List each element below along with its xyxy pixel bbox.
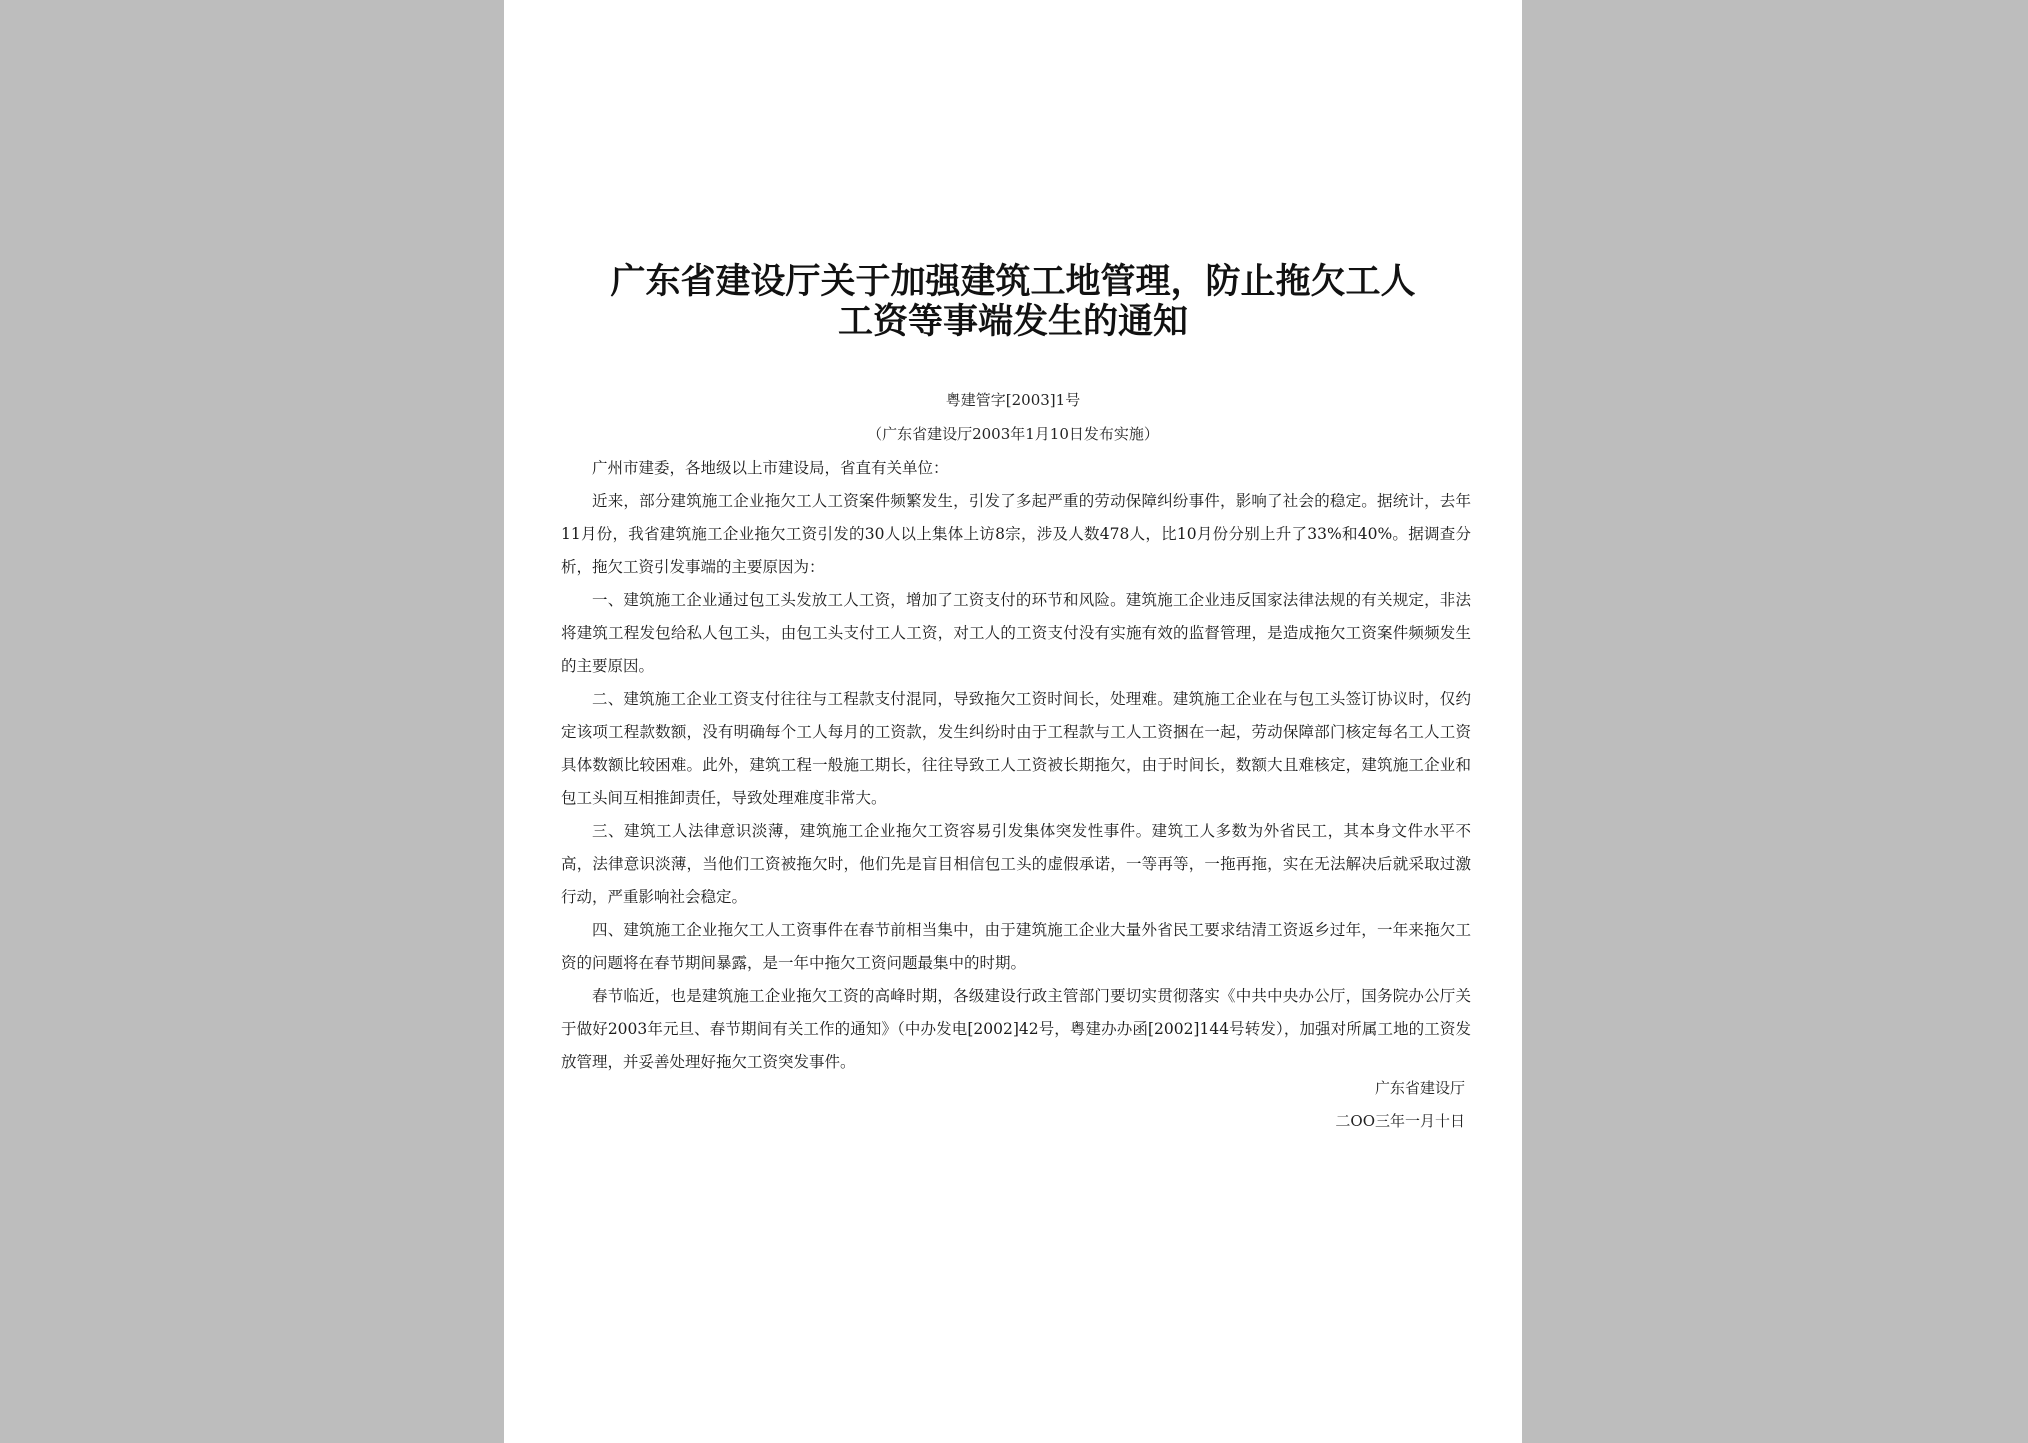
document-title bbox=[504, 262, 1522, 342]
document-date: 二OO三年一月十日 bbox=[1335, 1112, 1465, 1130]
paragraph-reason-1: 一、建筑施工企业通过包工头发放工人工资，增加了工资支付的环节和风险。建筑施工企业违反国家法律法规的有关规定，非法将建筑工程发包给私人包工头，由包工头支付工人工资，对工人的工资支付没有实施有效的监督管理，是造成拖欠工资案件频频发生的主要原因。 bbox=[561, 591, 1471, 675]
salutation: 广州市建委，各地级以上市建设局，省直有关单位： bbox=[592, 459, 949, 477]
paragraph-intro: 近来，部分建筑施工企业拖欠工人工资案件频繁发生，引发了多起严重的劳动保障纠纷事件，影响了社会的稳定。据统计，去年11月份，我省建筑施工企业拖欠工资引发的30人以上集体上访8宗，涉及人数478人，比10月份分别上升了33%和40%。据调查分析，拖欠工资引发事端的主要原因为： bbox=[561, 492, 1471, 576]
title-line-1: 广东省建设厅关于加强建筑工地管理，防止拖欠工人 bbox=[610, 261, 1416, 302]
issue-note: （广东省建设厅2003年1月10日发布实施） bbox=[867, 425, 1159, 443]
document-body bbox=[561, 452, 1471, 1079]
document-number: 粤建管字[2003]1号 bbox=[945, 391, 1081, 409]
signature: 广东省建设厅 bbox=[1374, 1079, 1465, 1097]
paragraph-conclusion: 春节临近，也是建筑施工企业拖欠工资的高峰时期，各级建设行政主管部门要切实贯彻落实《中共中央办公厅，国务院办公厅关于做好2003年元旦、春节期间有关工作的通知》（中办发电[2002]42号，粤建办办函[2002]144号转发），加强对所属工地的工资发放管理，并妥善处理好拖欠工资突发事件。 bbox=[561, 987, 1471, 1071]
paragraph-reason-4: 四、建筑施工企业拖欠工人工资事件在春节前相当集中，由于建筑施工企业大量外省民工要求结清工资返乡过年，一年来拖欠工资的问题将在春节期间暴露，是一年中拖欠工资问题最集中的时期。 bbox=[561, 921, 1471, 972]
title-line-2: 工资等事端发生的通知 bbox=[837, 301, 1188, 342]
paragraph-reason-2: 二、建筑施工企业工资支付往往与工程款支付混同，导致拖欠工资时间长，处理难。建筑施工企业在与包工头签订协议时，仅约定该项工程款数额，没有明确每个工人每月的工资款，发生纠纷时由于工程款与工人工资捆在一起，劳动保障部门核定每名工人工资具体数额比较困难。此外，建筑工程一般施工期长，往往导致工人工资被长期拖欠，由于时间长，数额大且难核定，建筑施工企业和包工头间互相推卸责任，导致处理难度非常大。 bbox=[561, 690, 1471, 807]
paragraph-reason-3: 三、建筑工人法律意识淡薄，建筑施工企业拖欠工资容易引发集体突发性事件。建筑工人多数为外省民工，其本身文件水平不高，法律意识淡薄，当他们工资被拖欠时，他们先是盲目相信包工头的虚假承诺，一等再等，一拖再拖，实在无法解决后就采取过激行动，严重影响社会稳定。 bbox=[561, 822, 1471, 906]
document-page bbox=[504, 0, 1522, 1443]
